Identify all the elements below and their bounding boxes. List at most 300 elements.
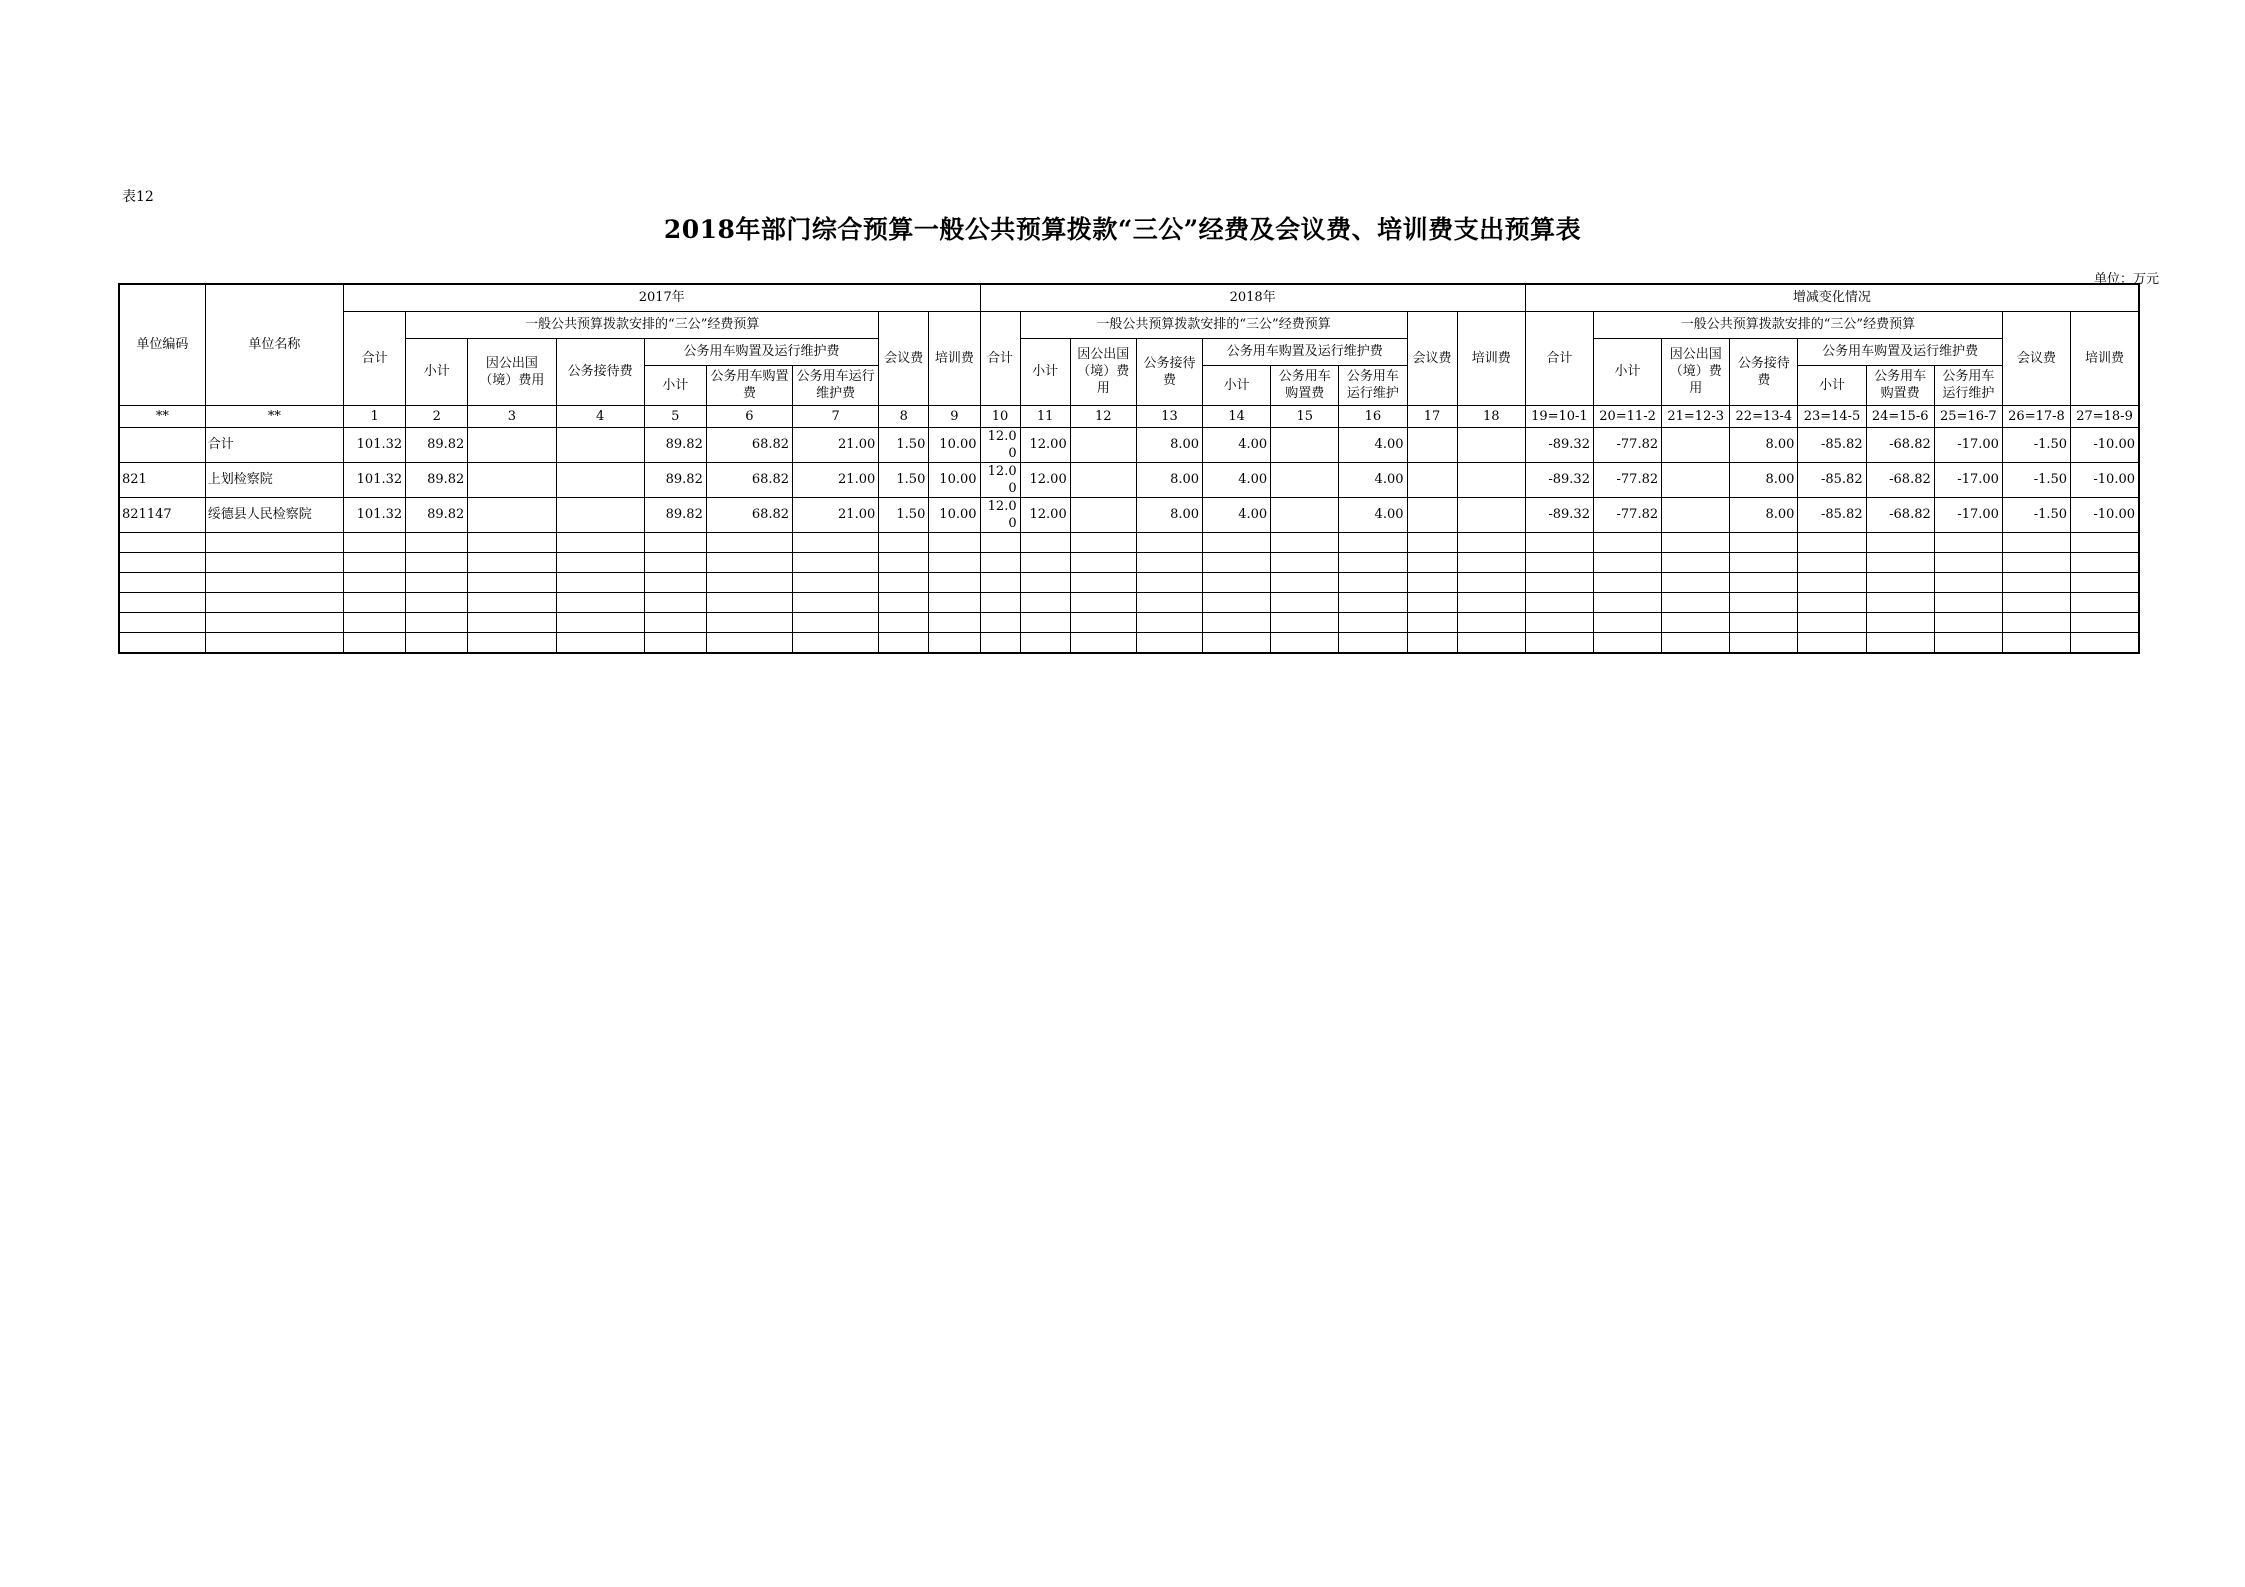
empty-cell	[1136, 552, 1202, 572]
header-reception-change: 公务接待费	[1730, 338, 1798, 405]
value-cell: 89.82	[644, 427, 706, 462]
value-cell: 4.00	[1203, 497, 1271, 532]
empty-cell	[406, 632, 468, 653]
empty-cell	[1407, 552, 1457, 572]
empty-row	[119, 552, 2139, 572]
empty-cell	[468, 532, 556, 552]
empty-cell	[205, 632, 343, 653]
empty-cell	[1203, 572, 1271, 592]
index-cell: 3	[468, 405, 556, 427]
empty-cell	[1593, 632, 1661, 653]
header-sangong-2018: 一般公共预算拨款安排的“三公”经费预算	[1020, 311, 1407, 338]
header-training-change: 培训费	[2071, 311, 2139, 405]
value-cell: -77.82	[1593, 427, 1661, 462]
empty-cell	[1020, 592, 1070, 612]
value-cell: -77.82	[1593, 462, 1661, 497]
empty-cell	[1730, 592, 1798, 612]
empty-cell	[706, 612, 792, 632]
table-number: 表12	[122, 189, 154, 205]
empty-cell	[556, 552, 644, 572]
value-cell: 68.82	[706, 497, 792, 532]
value-cell	[1407, 462, 1457, 497]
empty-cell	[793, 552, 879, 572]
empty-cell	[556, 532, 644, 552]
empty-cell	[119, 532, 205, 552]
value-cell: -17.00	[1934, 497, 2002, 532]
empty-cell	[1407, 572, 1457, 592]
index-cell: **	[119, 405, 205, 427]
value-cell	[468, 462, 556, 497]
value-cell	[1662, 427, 1730, 462]
empty-row	[119, 632, 2139, 653]
value-cell	[1662, 462, 1730, 497]
empty-cell	[1730, 532, 1798, 552]
empty-cell	[1525, 552, 1593, 572]
empty-cell	[1730, 572, 1798, 592]
empty-cell	[2002, 632, 2070, 653]
empty-cell	[1593, 532, 1661, 552]
header-abroad-2018: 因公出国（境）费用	[1070, 338, 1136, 405]
empty-cell	[1866, 612, 1934, 632]
empty-cell	[1407, 632, 1457, 653]
index-cell: 25=16-7	[1934, 405, 2002, 427]
value-cell: -10.00	[2071, 427, 2139, 462]
value-cell	[1457, 497, 1525, 532]
value-cell: 89.82	[406, 497, 468, 532]
empty-cell	[1798, 592, 1866, 612]
header-vehicle-2017: 公务用车购置及运行维护费	[644, 338, 879, 365]
value-cell	[1407, 427, 1457, 462]
value-cell: 10.00	[929, 427, 980, 462]
index-cell: 5	[644, 405, 706, 427]
value-cell: -85.82	[1798, 427, 1866, 462]
empty-cell	[1020, 632, 1070, 653]
value-cell: -77.82	[1593, 497, 1661, 532]
empty-cell	[205, 572, 343, 592]
empty-cell	[1934, 572, 2002, 592]
value-cell: -1.50	[2002, 462, 2070, 497]
value-cell: 68.82	[706, 462, 792, 497]
empty-cell	[1070, 552, 1136, 572]
empty-cell	[344, 552, 406, 572]
value-cell: 4.00	[1203, 427, 1271, 462]
empty-cell	[205, 612, 343, 632]
value-cell: -68.82	[1866, 462, 1934, 497]
empty-cell	[644, 632, 706, 653]
value-cell	[1070, 462, 1136, 497]
empty-cell	[119, 552, 205, 572]
value-cell	[556, 427, 644, 462]
empty-cell	[1136, 592, 1202, 612]
value-cell	[1070, 497, 1136, 532]
empty-cell	[2002, 552, 2070, 572]
empty-cell	[1662, 632, 1730, 653]
empty-cell	[1662, 532, 1730, 552]
unit-label: 单位：万元	[2093, 272, 2159, 287]
empty-cell	[1593, 592, 1661, 612]
value-cell: -89.32	[1525, 427, 1593, 462]
value-cell: -89.32	[1525, 497, 1593, 532]
empty-cell	[929, 592, 980, 612]
header-vehicle-maint-2018: 公务用车运行维护	[1339, 365, 1407, 405]
value-cell	[1070, 427, 1136, 462]
empty-cell	[406, 592, 468, 612]
empty-cell	[1798, 632, 1866, 653]
value-cell: -68.82	[1866, 427, 1934, 462]
empty-cell	[1730, 612, 1798, 632]
empty-cell	[793, 532, 879, 552]
header-2017: 2017年	[344, 284, 981, 311]
value-cell: 4.00	[1339, 497, 1407, 532]
header-vehicle-maint-change: 公务用车运行维护	[1934, 365, 2002, 405]
empty-cell	[406, 612, 468, 632]
value-cell: 101.32	[344, 497, 406, 532]
empty-cell	[1136, 572, 1202, 592]
empty-cell	[1525, 612, 1593, 632]
header-vehicle-maint-2017: 公务用车运行维护费	[793, 365, 879, 405]
empty-cell	[1798, 552, 1866, 572]
empty-cell	[1866, 592, 1934, 612]
empty-cell	[1020, 572, 1070, 592]
header-change: 增减变化情况	[1525, 284, 2139, 311]
index-cell: 24=15-6	[1866, 405, 1934, 427]
empty-cell	[1593, 572, 1661, 592]
header-abroad-2017: 因公出国（境）费用	[468, 338, 556, 405]
empty-cell	[1136, 532, 1202, 552]
header-total-change: 合计	[1525, 311, 1593, 405]
empty-cell	[344, 592, 406, 612]
header-vehicle-purchase-change: 公务用车购置费	[1866, 365, 1934, 405]
empty-cell	[1407, 612, 1457, 632]
empty-cell	[556, 632, 644, 653]
empty-cell	[1662, 572, 1730, 592]
empty-cell	[1866, 632, 1934, 653]
empty-cell	[468, 552, 556, 572]
header-vehicle-purchase-2018: 公务用车购置费	[1271, 365, 1339, 405]
index-cell: 9	[929, 405, 980, 427]
empty-cell	[2071, 532, 2139, 552]
index-cell: 22=13-4	[1730, 405, 1798, 427]
empty-cell	[1934, 532, 2002, 552]
value-cell: 12.00	[980, 427, 1020, 462]
empty-cell	[556, 592, 644, 612]
value-cell: 10.00	[929, 497, 980, 532]
empty-cell	[980, 552, 1020, 572]
value-cell: 1.50	[879, 462, 929, 497]
empty-cell	[1020, 532, 1070, 552]
header-meeting-2018: 会议费	[1407, 311, 1457, 405]
empty-cell	[980, 592, 1020, 612]
empty-cell	[1457, 632, 1525, 653]
index-cell: 12	[1070, 405, 1136, 427]
value-cell: 8.00	[1136, 462, 1202, 497]
empty-cell	[1525, 632, 1593, 653]
value-cell: 1.50	[879, 427, 929, 462]
empty-cell	[980, 612, 1020, 632]
index-cell: 18	[1457, 405, 1525, 427]
empty-cell	[879, 612, 929, 632]
empty-cell	[706, 552, 792, 572]
empty-cell	[980, 632, 1020, 653]
empty-cell	[1866, 532, 1934, 552]
empty-cell	[1203, 592, 1271, 612]
empty-cell	[1457, 552, 1525, 572]
empty-cell	[468, 592, 556, 612]
index-cell: 21=12-3	[1662, 405, 1730, 427]
empty-cell	[879, 592, 929, 612]
empty-cell	[1662, 612, 1730, 632]
value-cell: 21.00	[793, 462, 879, 497]
empty-cell	[1339, 552, 1407, 572]
value-cell	[468, 497, 556, 532]
empty-cell	[929, 532, 980, 552]
header-reception-2017: 公务接待费	[556, 338, 644, 405]
empty-cell	[1271, 632, 1339, 653]
header-vehicle-subtotal-change: 小计	[1798, 365, 1866, 405]
value-cell: 8.00	[1730, 462, 1798, 497]
empty-cell	[1866, 552, 1934, 572]
empty-cell	[1203, 552, 1271, 572]
empty-cell	[1798, 532, 1866, 552]
empty-cell	[1798, 612, 1866, 632]
header-subtotal-2017: 小计	[406, 338, 468, 405]
empty-cell	[1934, 612, 2002, 632]
value-cell: 1.50	[879, 497, 929, 532]
empty-cell	[879, 572, 929, 592]
empty-cell	[706, 592, 792, 612]
header-sangong-2017: 一般公共预算拨款安排的“三公”经费预算	[406, 311, 879, 338]
empty-cell	[1866, 572, 1934, 592]
index-cell: 1	[344, 405, 406, 427]
empty-cell	[1020, 612, 1070, 632]
header-vehicle-2018: 公务用车购置及运行维护费	[1203, 338, 1407, 365]
empty-cell	[1593, 552, 1661, 572]
empty-cell	[1407, 532, 1457, 552]
value-cell: 68.82	[706, 427, 792, 462]
header-unit-name: 单位名称	[205, 284, 343, 405]
empty-cell	[1339, 532, 1407, 552]
empty-cell	[1339, 632, 1407, 653]
unit-name-cell: 绥德县人民检察院	[205, 497, 343, 532]
empty-cell	[468, 612, 556, 632]
value-cell: 4.00	[1339, 462, 1407, 497]
empty-cell	[406, 572, 468, 592]
value-cell: 12.00	[980, 497, 1020, 532]
empty-cell	[1020, 552, 1070, 572]
header-abroad-change: 因公出国（境）费用	[1662, 338, 1730, 405]
empty-cell	[406, 532, 468, 552]
empty-cell	[344, 572, 406, 592]
header-total-2018: 合计	[980, 311, 1020, 405]
header-vehicle-subtotal-2018: 小计	[1203, 365, 1271, 405]
header-meeting-change: 会议费	[2002, 311, 2070, 405]
value-cell: 12.00	[1020, 462, 1070, 497]
empty-cell	[929, 572, 980, 592]
empty-cell	[1136, 632, 1202, 653]
empty-cell	[2071, 552, 2139, 572]
empty-cell	[1271, 572, 1339, 592]
index-cell: 11	[1020, 405, 1070, 427]
empty-cell	[879, 552, 929, 572]
empty-cell	[1070, 612, 1136, 632]
header-subtotal-change: 小计	[1593, 338, 1661, 405]
empty-cell	[644, 612, 706, 632]
empty-cell	[1730, 552, 1798, 572]
empty-cell	[119, 632, 205, 653]
value-cell	[1271, 462, 1339, 497]
empty-cell	[1662, 552, 1730, 572]
unit-code-cell	[119, 427, 205, 462]
index-cell: 2	[406, 405, 468, 427]
value-cell: -85.82	[1798, 497, 1866, 532]
empty-cell	[1339, 592, 1407, 612]
empty-cell	[344, 612, 406, 632]
empty-cell	[793, 592, 879, 612]
empty-cell	[1457, 532, 1525, 552]
value-cell: 12.00	[1020, 427, 1070, 462]
value-cell: -10.00	[2071, 462, 2139, 497]
value-cell: 21.00	[793, 497, 879, 532]
empty-cell	[205, 592, 343, 612]
empty-cell	[1070, 632, 1136, 653]
index-cell: 6	[706, 405, 792, 427]
value-cell	[1271, 427, 1339, 462]
empty-cell	[1457, 592, 1525, 612]
index-cell: 14	[1203, 405, 1271, 427]
empty-cell	[1525, 572, 1593, 592]
empty-cell	[644, 552, 706, 572]
header-meeting-2017: 会议费	[879, 311, 929, 405]
header-vehicle-subtotal-2017: 小计	[644, 365, 706, 405]
value-cell: 89.82	[406, 427, 468, 462]
value-cell: -17.00	[1934, 427, 2002, 462]
header-2018: 2018年	[980, 284, 1525, 311]
empty-cell	[344, 632, 406, 653]
value-cell	[556, 462, 644, 497]
empty-cell	[1525, 592, 1593, 612]
empty-cell	[1136, 612, 1202, 632]
header-subtotal-2018: 小计	[1020, 338, 1070, 405]
empty-cell	[793, 612, 879, 632]
empty-cell	[2071, 612, 2139, 632]
index-cell: 8	[879, 405, 929, 427]
index-cell: 15	[1271, 405, 1339, 427]
index-cell: **	[205, 405, 343, 427]
empty-cell	[205, 552, 343, 572]
index-row	[119, 405, 2139, 427]
value-cell	[1457, 427, 1525, 462]
index-cell: 16	[1339, 405, 1407, 427]
index-cell: 19=10-1	[1525, 405, 1593, 427]
empty-cell	[344, 532, 406, 552]
value-cell	[1662, 497, 1730, 532]
value-cell: 8.00	[1136, 497, 1202, 532]
empty-cell	[706, 532, 792, 552]
empty-row	[119, 612, 2139, 632]
value-cell: 12.00	[980, 462, 1020, 497]
index-cell: 7	[793, 405, 879, 427]
table-row	[119, 462, 2139, 497]
index-cell: 20=11-2	[1593, 405, 1661, 427]
empty-cell	[406, 552, 468, 572]
header-training-2017: 培训费	[929, 311, 980, 405]
value-cell: 101.32	[344, 427, 406, 462]
unit-code-cell: 821147	[119, 497, 205, 532]
empty-cell	[929, 552, 980, 572]
empty-cell	[980, 572, 1020, 592]
value-cell	[1271, 497, 1339, 532]
unit-code-cell: 821	[119, 462, 205, 497]
value-cell	[1407, 497, 1457, 532]
value-cell: -85.82	[1798, 462, 1866, 497]
empty-cell	[1339, 572, 1407, 592]
empty-cell	[1457, 572, 1525, 592]
value-cell	[556, 497, 644, 532]
value-cell: 10.00	[929, 462, 980, 497]
value-cell: -1.50	[2002, 427, 2070, 462]
index-cell: 26=17-8	[2002, 405, 2070, 427]
index-cell: 13	[1136, 405, 1202, 427]
empty-cell	[1203, 632, 1271, 653]
empty-cell	[1593, 612, 1661, 632]
value-cell: 89.82	[644, 462, 706, 497]
empty-cell	[2071, 572, 2139, 592]
empty-cell	[2002, 532, 2070, 552]
value-cell: 8.00	[1730, 427, 1798, 462]
empty-cell	[706, 572, 792, 592]
empty-cell	[879, 632, 929, 653]
header-unit-code: 单位编码	[119, 284, 205, 405]
index-cell: 4	[556, 405, 644, 427]
value-cell: -17.00	[1934, 462, 2002, 497]
value-cell	[468, 427, 556, 462]
value-cell: 12.00	[1020, 497, 1070, 532]
empty-cell	[1730, 632, 1798, 653]
unit-name-cell: 上划检察院	[205, 462, 343, 497]
empty-cell	[119, 612, 205, 632]
empty-row	[119, 532, 2139, 552]
empty-cell	[1662, 592, 1730, 612]
empty-cell	[1934, 592, 2002, 612]
empty-cell	[1203, 532, 1271, 552]
value-cell: 4.00	[1203, 462, 1271, 497]
value-cell	[1457, 462, 1525, 497]
empty-cell	[556, 572, 644, 592]
empty-cell	[1271, 552, 1339, 572]
empty-cell	[1203, 612, 1271, 632]
value-cell: -89.32	[1525, 462, 1593, 497]
value-cell: -1.50	[2002, 497, 2070, 532]
empty-cell	[1271, 532, 1339, 552]
index-cell: 10	[980, 405, 1020, 427]
header-vehicle-purchase-2017: 公务用车购置费	[706, 365, 792, 405]
empty-cell	[644, 532, 706, 552]
empty-cell	[793, 632, 879, 653]
empty-row	[119, 572, 2139, 592]
empty-cell	[1525, 532, 1593, 552]
empty-cell	[556, 612, 644, 632]
empty-cell	[1070, 592, 1136, 612]
empty-cell	[1271, 612, 1339, 632]
header-training-2018: 培训费	[1457, 311, 1525, 405]
empty-cell	[1070, 572, 1136, 592]
empty-cell	[2002, 572, 2070, 592]
empty-cell	[1271, 592, 1339, 612]
value-cell: 21.00	[793, 427, 879, 462]
empty-cell	[929, 632, 980, 653]
empty-cell	[793, 572, 879, 592]
empty-cell	[644, 572, 706, 592]
